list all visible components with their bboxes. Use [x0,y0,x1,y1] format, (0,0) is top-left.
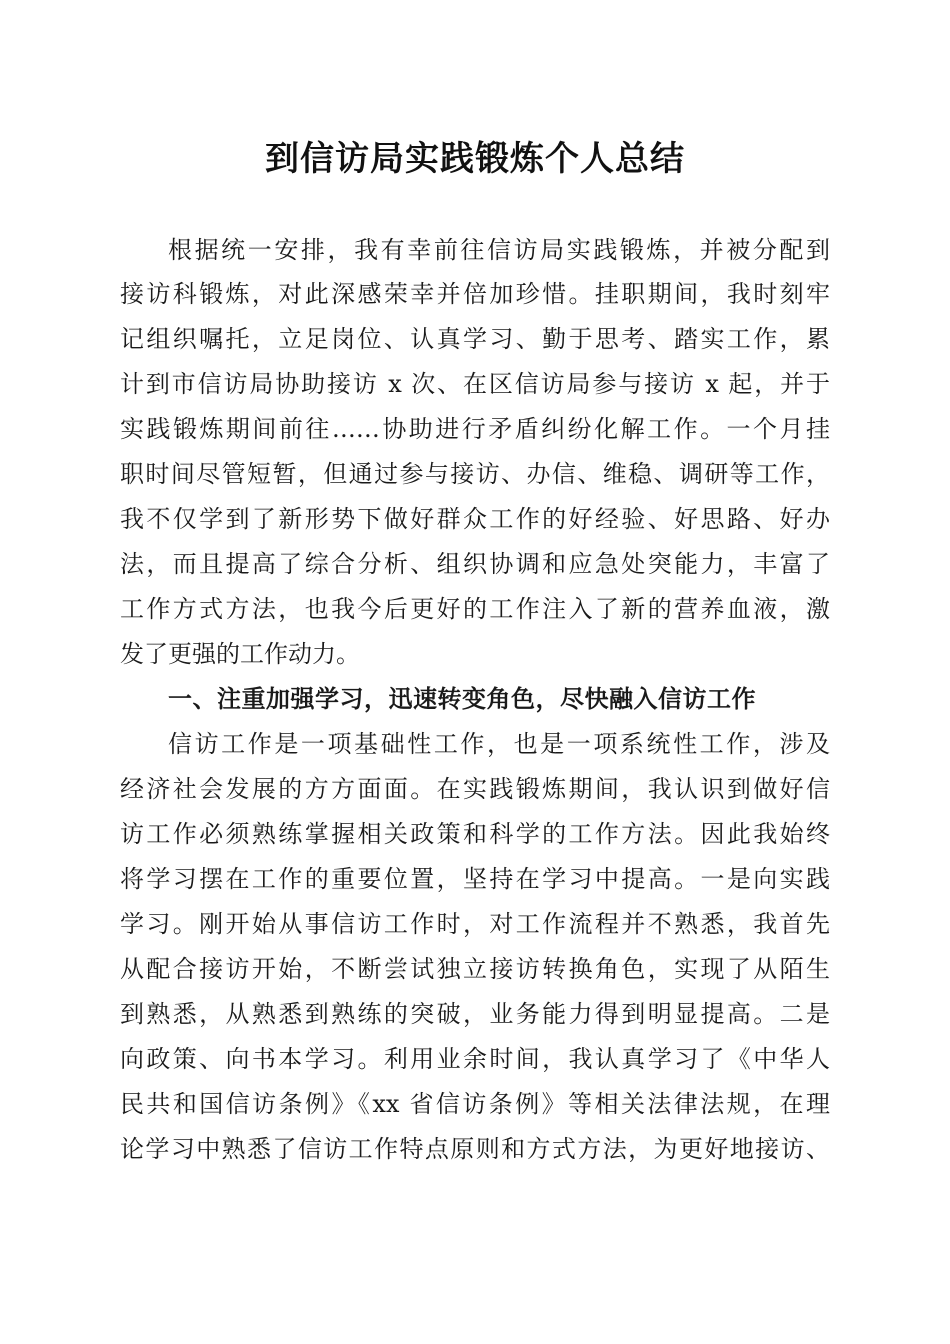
paragraph-1-line-7: 我不仅学到了新形势下做好群众工作的好经验、好思路、好办 [120,505,830,533]
paragraph-1-line-3: 记组织嘱托，立足岗位、认真学习、勤于思考、踏实工作，累 [120,325,830,353]
paragraph-2-line-4: 将学习摆在工作的重要位置，坚持在学习中提高。一是向实践 [120,865,830,893]
paragraph-2-line-2: 经济社会发展的方方面面。在实践锻炼期间，我认识到做好信 [120,775,830,803]
paragraph-1-line-2: 接访科锻炼，对此深感荣幸并倍加珍惜。挂职期间，我时刻牢 [120,280,830,308]
paragraph-2-line-10: 论学习中熟悉了信访工作特点原则和方式方法，为更好地接访、 [120,1135,830,1163]
paragraph-1-line-10: 发了更强的工作动力。 [120,640,360,668]
paragraph-1-line-6: 职时间尽管短暂，但通过参与接访、办信、维稳、调研等工作， [120,460,830,488]
paragraph-1-line-4: 计到市信访局协助接访 x 次、在区信访局参与接访 x 起，并于 [120,370,830,398]
section-heading-1: 一、注重加强学习，迅速转变角色，尽快融入信访工作 [168,685,756,713]
document-title: 到信访局实践锻炼个人总结 [265,139,685,179]
paragraph-2-line-3: 访工作必须熟练掌握相关政策和科学的工作方法。因此我始终 [120,820,830,848]
paragraph-2-line-9: 民共和国信访条例》《xx 省信访条例》等相关法律法规，在理 [120,1090,830,1118]
paragraph-2-line-6: 从配合接访开始，不断尝试独立接访转换角色，实现了从陌生 [120,955,830,983]
paragraph-2-line-7: 到熟悉，从熟悉到熟练的突破，业务能力得到明显提高。二是 [120,1000,830,1028]
paragraph-1-line-9: 工作方式方法，也我今后更好的工作注入了新的营养血液，激 [120,595,830,623]
paragraph-2-line-8: 向政策、向书本学习。利用业余时间，我认真学习了《中华人 [120,1045,830,1073]
paragraph-2-line-5: 学习。刚开始从事信访工作时，对工作流程并不熟悉，我首先 [120,910,830,938]
paragraph-1-line-1: 根据统一安排，我有幸前往信访局实践锻炼，并被分配到 [168,236,830,264]
paragraph-2-line-1: 信访工作是一项基础性工作，也是一项系统性工作，涉及 [168,730,830,758]
paragraph-1-line-5: 实践锻炼期间前往……协助进行矛盾纠纷化解工作。一个月挂 [120,415,830,443]
paragraph-1-line-8: 法，而且提高了综合分析、组织协调和应急处突能力，丰富了 [120,550,830,578]
